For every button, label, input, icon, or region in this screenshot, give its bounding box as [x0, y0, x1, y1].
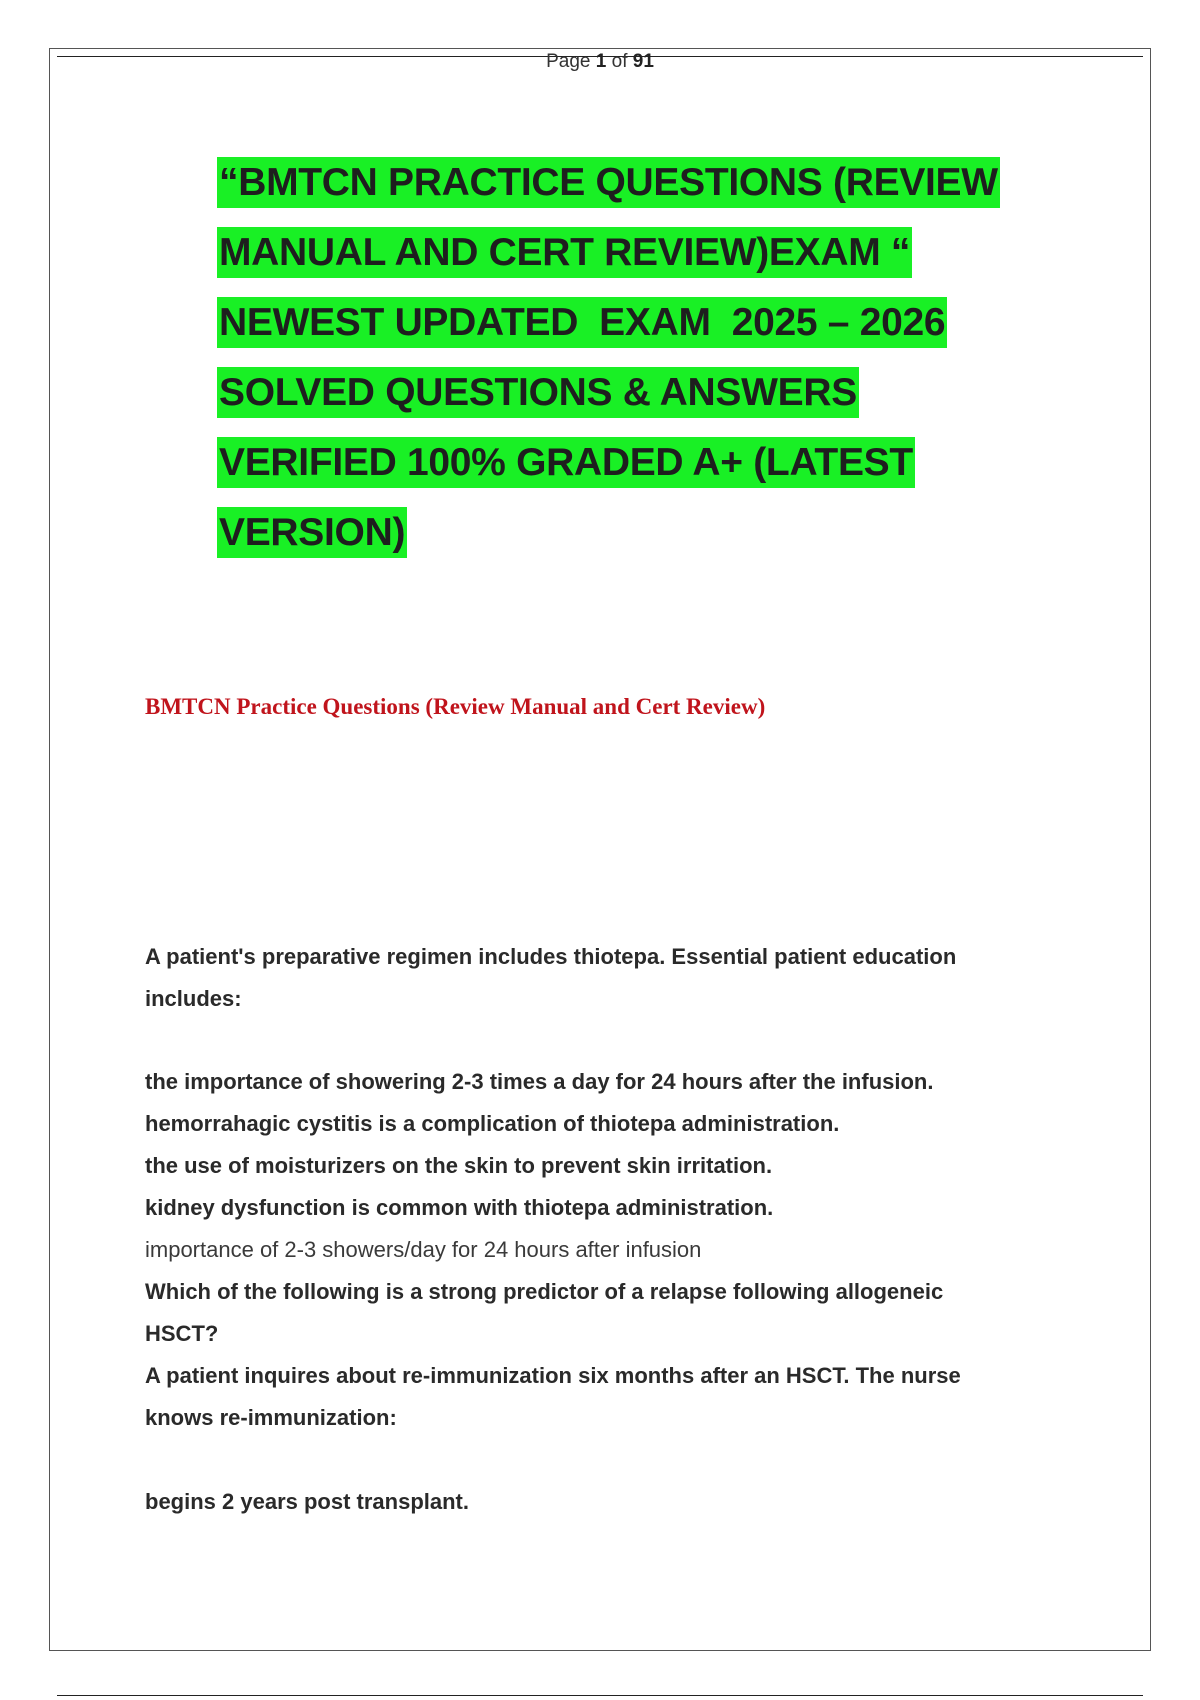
section-subtitle: BMTCN Practice Questions (Review Manual and Cert Review) — [145, 694, 766, 719]
question-text: Which of the following is a strong predictor of a relapse following allogeneic — [145, 1279, 944, 1304]
question-3-option — [145, 1481, 1075, 1523]
question-text: knows re-immunization: — [145, 1405, 397, 1430]
answer-option: hemorrahagic cystitis is a complication of thiotepa administration. — [145, 1111, 840, 1136]
question-text: A patient inquires about re-immunization six months after an HSCT. The nurse — [145, 1363, 961, 1388]
document-title — [217, 148, 1117, 568]
title-line: VERSION) — [217, 498, 1117, 568]
question-1-options — [145, 1061, 1075, 1439]
title-line: SOLVED QUESTIONS & ANSWERS — [217, 358, 1117, 428]
question-1 — [145, 936, 1075, 1020]
answer-option: kidney dysfunction is common with thiotepa administration. — [145, 1195, 774, 1220]
footer-rule — [57, 1695, 1143, 1696]
question-text: includes: — [145, 986, 242, 1011]
question-text: HSCT? — [145, 1321, 219, 1346]
title-line: MANUAL AND CERT REVIEW)EXAM “ — [217, 218, 1117, 288]
correct-answer: importance of 2-3 showers/day for 24 hours after infusion — [145, 1237, 702, 1262]
title-line: NEWEST UPDATED EXAM 2025 – 2026 — [217, 288, 1117, 358]
answer-option: the use of moisturizers on the skin to prevent skin irritation. — [145, 1153, 773, 1178]
title-line: “BMTCN PRACTICE QUESTIONS (REVIEW — [217, 148, 1117, 218]
page-number: Page 1 of 91 — [546, 51, 654, 72]
title-line: VERIFIED 100% GRADED A+ (LATEST — [217, 428, 1117, 498]
answer-option: begins 2 years post transplant. — [145, 1489, 469, 1514]
answer-option: the importance of showering 2-3 times a day for 24 hours after the infusion. — [145, 1069, 934, 1094]
question-text: A patient's preparative regimen includes thiotepa. Essential patient education — [145, 944, 957, 969]
